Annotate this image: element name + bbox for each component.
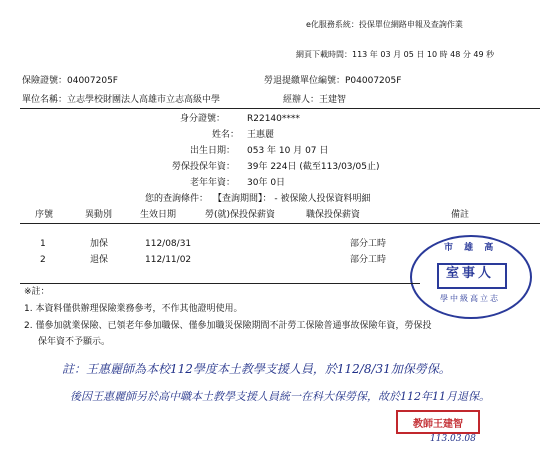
teacher-name-stamp: 教師王建智	[396, 410, 480, 434]
labor-code: 勞退提繳單位編號：P04007205F	[264, 76, 402, 86]
download-time: 網頁下載時間：113 年 03 月 05 日 10 時 48 分 49 秒	[296, 50, 495, 59]
seniority-value: 39年 224日 (截至113/03/05止)	[247, 162, 380, 172]
id-label: 身分證號：	[180, 114, 226, 124]
row-1-date: 112/08/31	[145, 239, 192, 249]
row-1-no: 1	[40, 239, 46, 249]
row-2-type: 退保	[90, 255, 109, 265]
seniority-label: 勞保投保年資：	[172, 162, 236, 172]
row-1-type: 加保	[90, 239, 109, 249]
birth-value: 053 年 10 月 07 日	[247, 146, 329, 156]
notes-divider	[20, 283, 420, 284]
query-value: 【查詢期間】： - 被保險人投保資料明細	[213, 194, 371, 204]
unit-name: 單位名稱：立志學校財團法人高雄市立志高級中學	[22, 95, 221, 105]
row-2-remark: 部分工時	[350, 255, 387, 265]
id-value: R22140****	[247, 114, 300, 124]
row-2-no: 2	[40, 255, 46, 265]
handwritten-date: 113.03.08	[430, 434, 476, 444]
pension-label: 老年年資：	[190, 178, 236, 188]
birth-label: 出生日期：	[190, 146, 236, 156]
name-value: 王惠麗	[247, 130, 275, 140]
insurance-code: 保險證號：04007205F	[22, 76, 118, 86]
col-type: 異動別	[85, 210, 113, 220]
row-1-remark: 部分工時	[350, 239, 387, 249]
col-no: 序號	[35, 210, 54, 220]
note-1: 1. 本資料僅供辦理保險業務參考，不作其他證明使用。	[24, 304, 243, 314]
handwritten-line-1: 註：王惠麗師為本校112學度本土教學支援人員，於112/8/31加保勞保。	[62, 362, 451, 376]
table-header-divider	[20, 223, 540, 224]
handler: 經辦人：王建智	[283, 95, 347, 105]
name-label: 姓名：	[212, 130, 240, 140]
handwritten-line-2: 後因王惠麗師另於高中職本土教學支援人員統一在科大保勞保，故於112年11月退保。	[70, 390, 490, 403]
query-label: 您的查詢條件：	[145, 194, 209, 204]
header-divider	[20, 108, 540, 109]
note-2b: 保年資不予顯示。	[38, 337, 111, 347]
col-remark: 備註	[451, 210, 470, 220]
notes-title: ※註：	[24, 287, 50, 297]
note-2a: 2. 僅參加就業保險、已領老年參加職保、僅參加職災保險期間不計勞工保險普通事故保險年資，勞保投	[24, 321, 432, 331]
stamp-top-text: 市 雄 高	[444, 243, 498, 253]
stamp-side-text: 學中級高立志	[440, 294, 500, 303]
col-date: 生效日期	[140, 210, 177, 220]
system-title: e化服務系統：投保單位網路申報及查詢作業	[306, 20, 463, 29]
col-salary: 勞(就)保投保薪資	[205, 210, 276, 220]
col-occ-salary: 職保投保薪資	[306, 210, 361, 220]
stamp-center-text: 室事人	[446, 266, 495, 281]
row-2-date: 112/11/02	[145, 255, 192, 265]
pension-value: 30年 0日	[247, 178, 286, 188]
